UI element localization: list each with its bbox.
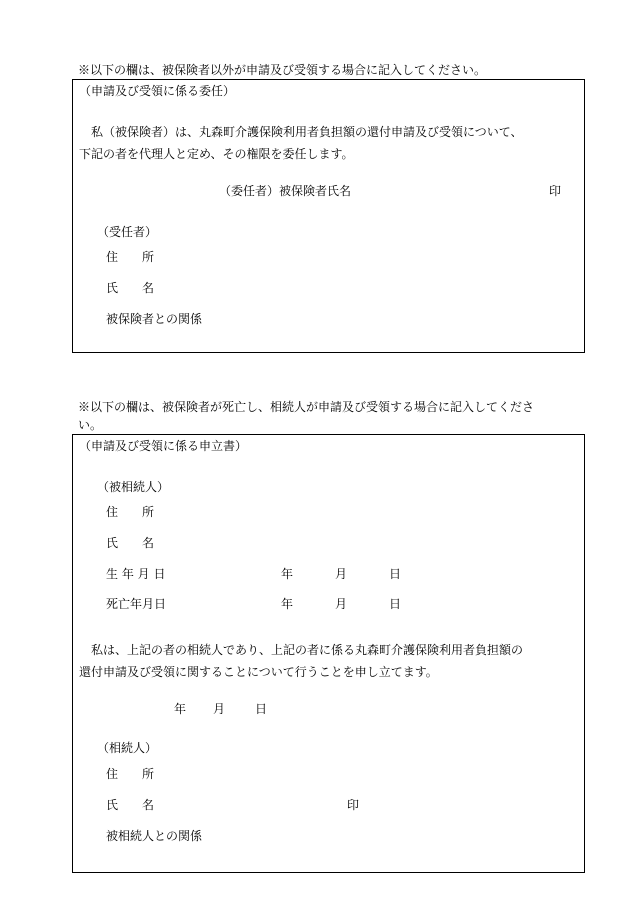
declaration-month-unit: 月: [213, 702, 226, 716]
deceased-name-label: 氏 名: [106, 536, 155, 550]
birth-month-unit: 月: [335, 567, 348, 581]
deceased-label: （被相続人）: [97, 480, 170, 494]
delegation-heading: （申請及び受領に係る委任）: [79, 84, 236, 98]
declaration-heading: （申請及び受領に係る申立書）: [79, 439, 248, 453]
deceased-address-label: 住 所: [106, 505, 155, 519]
death-day-unit: 日: [389, 597, 402, 611]
agent-name-label: 氏 名: [106, 281, 155, 295]
death-month-unit: 月: [335, 597, 348, 611]
delegation-body-line2: 下記の者を代理人と定め、その権限を委任します。: [79, 147, 354, 161]
heir-address-label: 住 所: [106, 767, 155, 781]
agent-address-label: 住 所: [106, 250, 155, 264]
death-year-unit: 年: [281, 597, 294, 611]
declaration-body-line2: 還付申請及び受領に関することについて行うことを申し立てます。: [79, 665, 438, 679]
heir-seal: 印: [347, 798, 360, 812]
agent-label: （受任者）: [97, 225, 158, 239]
birth-day-unit: 日: [389, 567, 402, 581]
delegation-box: [72, 79, 585, 353]
death-date-label: 死亡年月日: [106, 597, 167, 611]
delegator-seal: 印: [549, 184, 562, 198]
delegation-body-line1: 私（被保険者）は、丸森町介護保険利用者負担額の還付申請及び受領について、: [79, 125, 523, 139]
section2-note-line1: ※以下の欄は、被保険者が死亡し、相続人が申請及び受領する場合に記入してくださ: [78, 400, 535, 414]
heir-label: （相続人）: [97, 741, 158, 755]
declaration-day-unit: 日: [255, 702, 268, 716]
delegator-name-label: （委任者）被保険者氏名: [219, 184, 352, 198]
section2-note-line2: い。: [78, 418, 103, 432]
declaration-body-line1: 私は、上記の者の相続人であり、上記の者に係る丸森町介護保険利用者負担額の: [79, 643, 524, 657]
heir-relation-label: 被相続人との関係: [106, 829, 203, 843]
birth-year-unit: 年: [281, 567, 294, 581]
heir-name-label: 氏 名: [106, 798, 155, 812]
section1-note: ※以下の欄は、被保険者以外が申請及び受領する場合に記入してください。: [78, 63, 487, 77]
agent-relation-label: 被保険者との関係: [106, 312, 203, 326]
birth-date-label: 生 年 月 日: [106, 567, 166, 581]
declaration-year-unit: 年: [174, 702, 187, 716]
declaration-box: [72, 434, 585, 873]
